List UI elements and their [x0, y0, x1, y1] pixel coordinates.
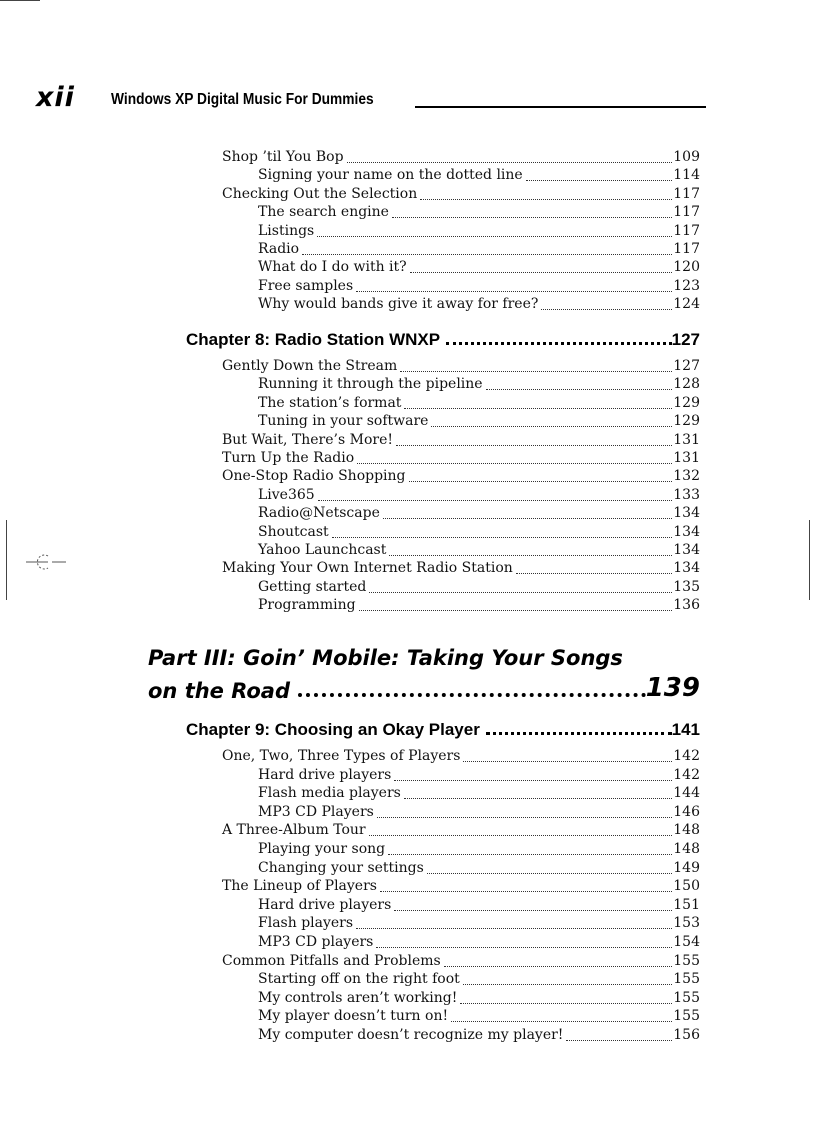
- part-title-line2-row[interactable]: [148, 673, 700, 703]
- toc-entry-title: Listings: [258, 222, 315, 239]
- toc-entry[interactable]: [258, 803, 700, 822]
- toc-entry[interactable]: [258, 523, 700, 542]
- dot-leader: [451, 1020, 672, 1022]
- toc-entry-page: 154: [673, 934, 700, 950]
- toc-entry-title: Changing your settings: [258, 859, 424, 876]
- toc-entry-page: 134: [673, 505, 700, 522]
- dot-leader: [486, 388, 673, 390]
- toc-entry-page: 134: [673, 542, 700, 558]
- toc-entry[interactable]: [258, 1007, 700, 1026]
- toc-entry[interactable]: [258, 486, 700, 505]
- dot-leader: [444, 965, 673, 967]
- registration-mark-icon: [26, 548, 66, 578]
- toc-entry-page: 148: [673, 841, 700, 857]
- dot-leader: [369, 834, 673, 836]
- dot-leader: [356, 927, 672, 929]
- dot-leader: [410, 271, 673, 273]
- toc-entry-page: 155: [673, 1008, 700, 1025]
- toc-entry-title: What do I do with it?: [258, 259, 407, 276]
- toc-entry[interactable]: [258, 840, 700, 859]
- toc-entry-page: 150: [673, 878, 700, 895]
- toc-entry-page: 117: [673, 204, 700, 221]
- dot-leader: [298, 692, 646, 697]
- dot-leader: [404, 797, 672, 799]
- toc-entry-page: 153: [673, 915, 700, 932]
- toc-entry-title: My player doesn’t turn on!: [258, 1008, 449, 1025]
- dot-leader: [427, 872, 672, 874]
- toc-entry-page: 155: [673, 989, 700, 1006]
- toc-entry-title: Signing your name on the dotted line: [258, 167, 523, 184]
- toc-entry-title: Common Pitfalls and Problems: [222, 952, 441, 969]
- dot-leader: [446, 341, 672, 345]
- toc-entry-page: 135: [673, 578, 700, 595]
- toc-entry-title: The search engine: [258, 204, 389, 221]
- toc-entry[interactable]: [222, 467, 700, 486]
- dot-leader: [377, 816, 672, 818]
- dot-leader: [463, 983, 672, 985]
- toc-entry[interactable]: [222, 877, 700, 896]
- toc-entry-page: 151: [673, 896, 700, 913]
- part-title-line2: on the Road: [148, 679, 290, 703]
- dot-leader: [400, 370, 672, 372]
- part-title-line1[interactable]: Part III: Goin’ Mobile: Taking Your Songs: [148, 646, 623, 670]
- toc-entry[interactable]: [258, 277, 700, 296]
- toc-entry-page: 148: [673, 822, 700, 839]
- dot-leader: [394, 779, 672, 781]
- dot-leader: [389, 554, 672, 556]
- toc-entry[interactable]: [258, 258, 700, 277]
- toc-entry-title: But Wait, There’s More!: [222, 431, 393, 448]
- toc-entry-title: Running it through the pipeline: [258, 376, 483, 393]
- toc-entry[interactable]: [258, 412, 700, 431]
- dot-leader: [516, 572, 672, 574]
- toc-entry-title: Radio: [258, 241, 300, 257]
- toc-entry-page: 146: [673, 803, 700, 820]
- toc-entry-title: Gently Down the Stream: [222, 358, 398, 374]
- toc-entry-title: Shop ’til You Bop: [222, 149, 344, 165]
- running-head-title: Windows XP Digital Music For Dummies: [111, 91, 374, 108]
- toc-entry-page: 131: [673, 431, 700, 448]
- page-numeral: xii: [36, 82, 75, 113]
- toc-entry[interactable]: [222, 559, 700, 578]
- toc-entry-page: 117: [673, 241, 700, 257]
- dot-leader: [420, 198, 672, 200]
- toc-entry-page: 120: [673, 259, 700, 276]
- toc-entry-title: Turn Up the Radio: [222, 450, 355, 466]
- toc-entry-title: Yahoo Launchcast: [258, 542, 387, 558]
- toc-entry-page: 136: [673, 597, 700, 614]
- toc-entry-page: 133: [673, 486, 700, 503]
- toc-entry[interactable]: [258, 970, 700, 989]
- toc-entry-page: 155: [673, 971, 700, 988]
- toc-chapter-8[interactable]: [186, 326, 700, 350]
- toc-entry-page: 129: [673, 394, 700, 411]
- toc-entry[interactable]: [222, 952, 700, 971]
- toc-entry-page: 127: [673, 358, 700, 374]
- toc-entry-title: One, Two, Three Types of Players: [222, 748, 461, 764]
- toc-entry-page: 114: [673, 167, 700, 184]
- toc-entry-title: Playing your song: [258, 841, 386, 857]
- toc-chapter-9[interactable]: [186, 716, 700, 740]
- toc-entry-page: 131: [673, 450, 700, 466]
- toc-entry[interactable]: [258, 989, 700, 1008]
- chapter-title: Chapter 9: Choosing an Okay Player: [186, 720, 480, 739]
- toc-entry[interactable]: [258, 766, 700, 785]
- dot-leader: [380, 890, 672, 892]
- dot-leader: [332, 536, 673, 538]
- toc-entry-title: My controls aren’t working!: [258, 989, 458, 1006]
- dot-leader: [394, 909, 672, 911]
- toc-entry-page: 124: [673, 296, 700, 313]
- toc-entry-page: 134: [673, 523, 700, 540]
- dot-leader: [431, 425, 672, 427]
- dot-leader: [356, 290, 672, 292]
- toc-entry-page: 144: [673, 785, 700, 802]
- toc-entry-title: Starting off on the right foot: [258, 971, 460, 988]
- toc-entry[interactable]: [222, 431, 700, 450]
- dot-leader: [318, 499, 673, 501]
- toc-entry[interactable]: [258, 541, 700, 560]
- toc-entry[interactable]: [258, 203, 700, 222]
- toc-entry-page: 117: [673, 222, 700, 239]
- toc-entry[interactable]: [258, 784, 700, 803]
- chapter-page: 141: [671, 720, 700, 739]
- toc-entry[interactable]: [222, 747, 700, 766]
- toc-entry-title: Making Your Own Internet Radio Station: [222, 560, 513, 577]
- toc-entry[interactable]: [258, 596, 700, 615]
- toc-entry[interactable]: [258, 295, 700, 314]
- dot-leader: [347, 161, 673, 163]
- dot-leader: [566, 1039, 672, 1041]
- chapter-title: Chapter 8: Radio Station WNXP: [186, 330, 441, 349]
- toc-entry-title: Hard drive players: [258, 896, 392, 913]
- dot-leader: [359, 609, 673, 611]
- toc-entry[interactable]: [258, 914, 700, 933]
- toc-entry[interactable]: [258, 859, 700, 878]
- toc-entry[interactable]: [222, 821, 700, 840]
- toc-entry-page: 142: [673, 748, 700, 764]
- toc-entry-title: The Lineup of Players: [222, 878, 377, 895]
- margin-line-left: [6, 520, 7, 600]
- toc-entry[interactable]: [258, 166, 700, 185]
- toc-entry[interactable]: [258, 1026, 700, 1045]
- dot-leader: [486, 731, 672, 735]
- dot-leader: [383, 517, 672, 519]
- dot-leader: [392, 216, 672, 218]
- dot-leader: [526, 179, 673, 181]
- toc-entry-title: A Three-Album Tour: [222, 822, 366, 839]
- toc-entry-title: My computer doesn’t recognize my player!: [258, 1027, 564, 1043]
- toc-entry[interactable]: [258, 375, 700, 394]
- toc-entry-page: 156: [673, 1027, 700, 1043]
- toc-entry-page: 134: [673, 560, 700, 577]
- toc-entry-title: Programming: [258, 597, 356, 614]
- dot-leader: [388, 853, 672, 855]
- toc-entry-title: Getting started: [258, 578, 367, 595]
- dot-leader: [541, 308, 672, 310]
- crop-mark: [0, 0, 40, 1]
- dot-leader: [376, 946, 672, 948]
- toc-entry[interactable]: [222, 449, 700, 468]
- toc-entry[interactable]: [258, 933, 700, 952]
- toc-entry[interactable]: [258, 394, 700, 413]
- toc-entry-page: 117: [673, 185, 700, 202]
- dot-leader: [463, 760, 672, 762]
- toc-entry-title: Shoutcast: [258, 523, 329, 540]
- toc-entry-page: 109: [673, 149, 700, 165]
- toc-entry-title: MP3 CD players: [258, 934, 374, 950]
- dot-leader: [396, 444, 672, 446]
- toc-entry-page: 123: [673, 277, 700, 294]
- part-page: 139: [645, 673, 700, 703]
- toc-entry-page: 128: [673, 376, 700, 393]
- toc-entry[interactable]: [258, 240, 700, 259]
- toc-entry-title: Flash media players: [258, 785, 401, 802]
- toc-entry-title: Flash players: [258, 915, 354, 932]
- toc-entry[interactable]: [258, 504, 700, 523]
- dot-leader: [302, 253, 672, 255]
- toc-entry-title: One-Stop Radio Shopping: [222, 468, 406, 485]
- header-rule: [415, 106, 706, 108]
- toc-entry-page: 142: [673, 766, 700, 783]
- toc-entry-page: 155: [673, 952, 700, 969]
- chapter-page: 127: [671, 330, 700, 349]
- toc-entry-title: Tuning in your software: [258, 413, 429, 430]
- dot-leader: [357, 462, 672, 464]
- toc-entry-title: Checking Out the Selection: [222, 185, 418, 202]
- dot-leader: [369, 591, 672, 593]
- toc-entry[interactable]: [222, 357, 700, 376]
- toc-entry-title: Hard drive players: [258, 766, 392, 783]
- toc-entry-title: Live365: [258, 486, 315, 503]
- toc-entry-page: 132: [673, 468, 700, 485]
- toc-entry-title: The station’s format: [258, 394, 402, 411]
- toc-entry-page: 129: [673, 413, 700, 430]
- toc-entry-title: Why would bands give it away for free?: [258, 296, 539, 313]
- dot-leader: [404, 407, 672, 409]
- toc-entry-page: 149: [673, 859, 700, 876]
- toc-entry[interactable]: [222, 185, 700, 204]
- toc-entry[interactable]: [258, 222, 700, 241]
- dot-leader: [409, 480, 673, 482]
- margin-line-right: [809, 520, 810, 600]
- toc-entry-title: Free samples: [258, 277, 354, 294]
- toc-entry-title: Radio@Netscape: [258, 505, 380, 522]
- dot-leader: [460, 1002, 672, 1004]
- toc-entry[interactable]: [258, 578, 700, 597]
- toc-entry[interactable]: [258, 896, 700, 915]
- toc-entry-title: MP3 CD Players: [258, 803, 374, 820]
- dot-leader: [317, 235, 672, 237]
- toc-entry[interactable]: [222, 148, 700, 167]
